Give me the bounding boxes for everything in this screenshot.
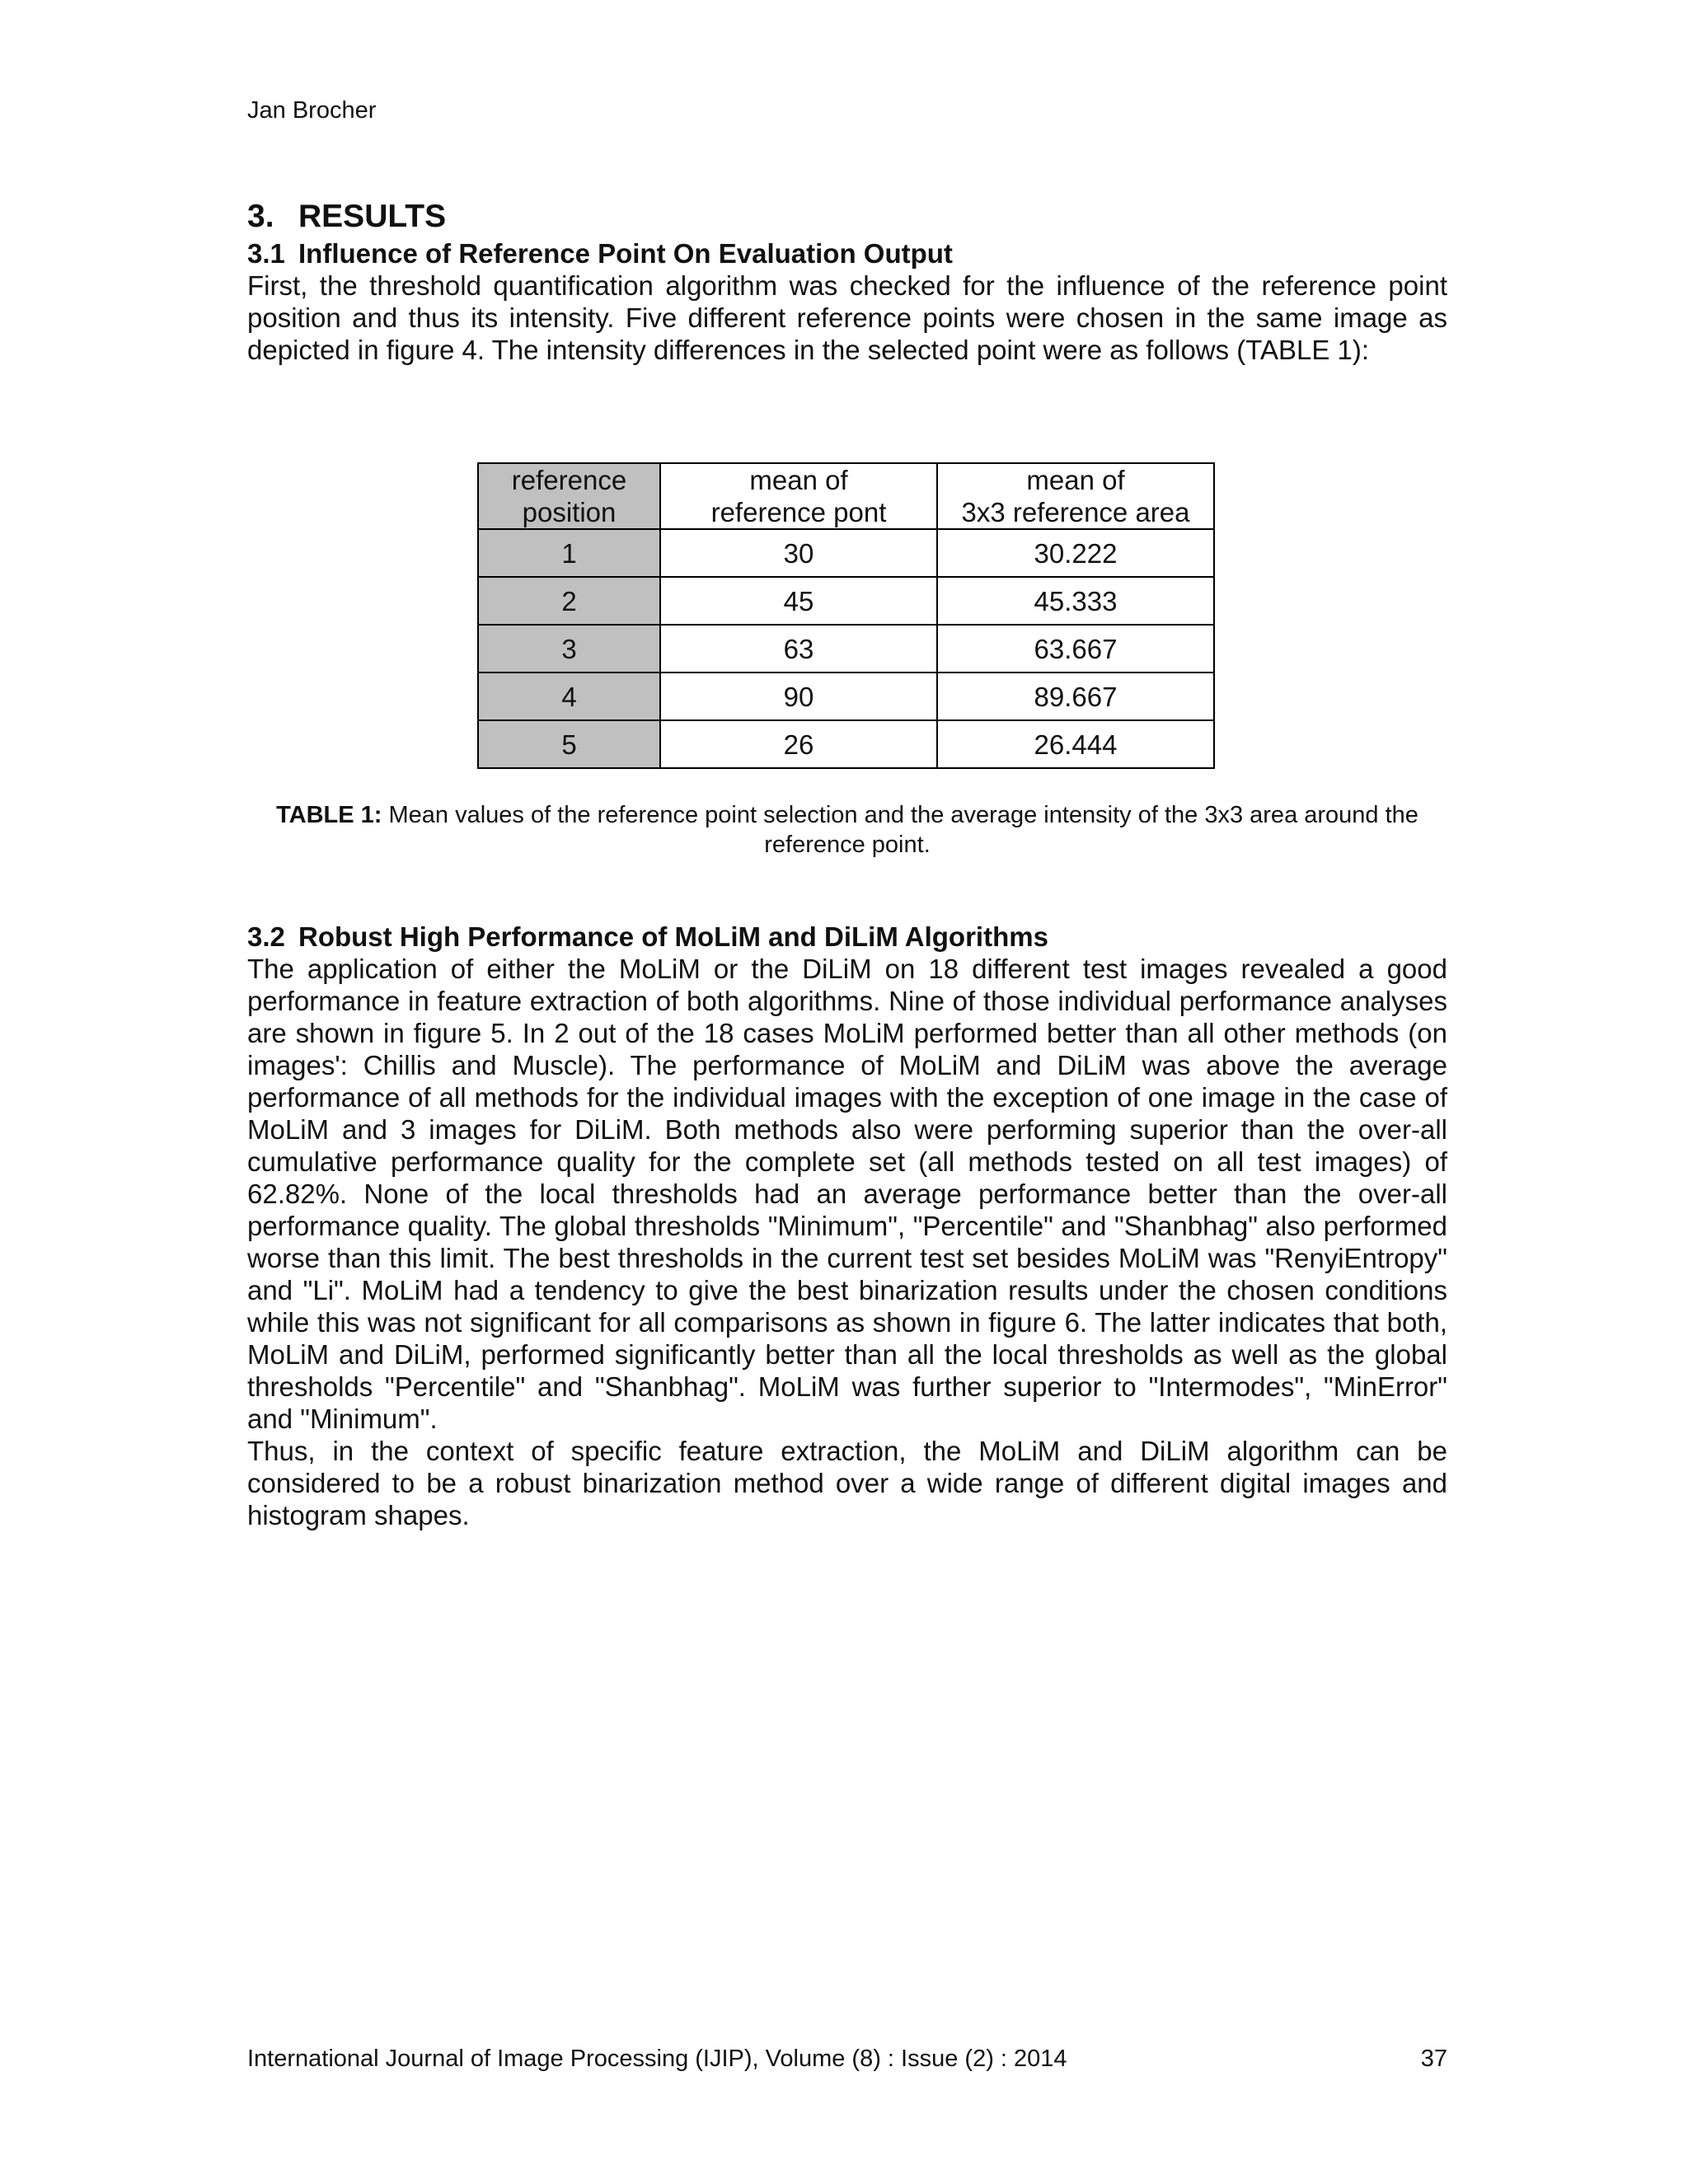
header-line: 3x3 reference area xyxy=(961,497,1190,527)
table-cell-position: 3 xyxy=(478,625,660,673)
running-header-author: Jan Brocher xyxy=(247,97,377,124)
results-table xyxy=(477,462,1215,769)
header-line: mean of xyxy=(749,465,848,495)
section-number: 3. xyxy=(247,199,274,234)
caption-text: Mean values of the reference point selection and the average intensity of the 3x3 area around the reference point. xyxy=(388,802,1418,858)
table-cell-mean-area: 26.444 xyxy=(937,720,1214,768)
table-cell-mean-area: 30.222 xyxy=(937,529,1214,577)
table-cell-position: 2 xyxy=(478,577,660,625)
table-row xyxy=(478,720,1214,768)
subsection-heading-3-2 xyxy=(247,921,1447,953)
table-cell-mean-area: 89.667 xyxy=(937,673,1214,720)
table-cell-position: 1 xyxy=(478,529,660,577)
header-line: reference xyxy=(511,465,627,495)
table-1-container xyxy=(477,462,1447,769)
subsection-number: 3.2 xyxy=(247,921,285,952)
section-title: RESULTS xyxy=(298,199,447,234)
paragraph-3-1: First, the threshold quantification algorithm was checked for the influence of the reference point position and thus its intensity. Five different reference points were chosen in the same image as depicted in figure 4. The intensity differences in the selected point were as follows (TABLE 1): xyxy=(247,270,1447,365)
table-cell-mean-point: 63 xyxy=(660,625,937,673)
paragraph-3-2-b: Thus, in the context of specific feature extraction, the MoLiM and DiLiM algorithm can be considered to be a robust binarization method over a wide range of different digital images and histogram shapes. xyxy=(247,1436,1447,1530)
subsection-title: Robust High Performance of MoLiM and DiLiM Algorithms xyxy=(298,921,1048,952)
header-line: mean of xyxy=(1026,465,1125,495)
caption-label: TABLE 1: xyxy=(276,802,382,828)
table-row xyxy=(478,577,1214,625)
table-header-cell xyxy=(478,463,660,529)
footer-page-number: 37 xyxy=(1420,2046,1447,2072)
table-row xyxy=(478,625,1214,673)
table-cell-position: 5 xyxy=(478,720,660,768)
header-line: reference pont xyxy=(710,497,887,527)
section-heading xyxy=(247,196,1447,237)
table-cell-mean-area: 45.333 xyxy=(937,577,1214,625)
subsection-title: Influence of Reference Point On Evaluation Output xyxy=(298,238,953,269)
table-cell-mean-point: 26 xyxy=(660,720,937,768)
subsection-number: 3.1 xyxy=(247,238,285,269)
table-caption xyxy=(247,800,1447,860)
table-row xyxy=(478,673,1214,720)
table-cell-mean-area: 63.667 xyxy=(937,625,1214,673)
page-content xyxy=(247,196,1447,1531)
table-header-cell xyxy=(660,463,937,529)
table-header-cell xyxy=(937,463,1214,529)
table-cell-mean-point: 90 xyxy=(660,673,937,720)
table-cell-mean-point: 45 xyxy=(660,577,937,625)
header-line: position xyxy=(522,497,617,527)
table-cell-mean-point: 30 xyxy=(660,529,937,577)
table-row xyxy=(478,529,1214,577)
table-header-row xyxy=(478,463,1214,529)
paragraph-3-2-a: The application of either the MoLiM or the DiLiM on 18 different test images revealed a good performance in feature extraction of both algorithms. Nine of those individual performance analyses are shown in figure 5. In 2 out of the 18 cases MoLiM performed better than all other methods (on images': Chillis and Muscle). The performance of MoLiM and DiLiM was above the average performance of all methods for the individual images with the exception of one image in the case of MoLiM and 3 images for DiLiM. Both methods also were performing superior than the over-all cumulative performance quality for the complete set (all methods tested on all test images) of 62.82%. None of the local thresholds had an average performance better than the over-all performance quality. The global thresholds "Minimum", "Percentile" and "Shanbhag" also performed worse than this limit. The best thresholds in the current test set besides MoLiM was "RenyiEntropy" and "Li". MoLiM had a tendency to give the best binarization results under the chosen conditions while this was not significant for all comparisons as shown in figure 6. The latter indicates that both, MoLiM and DiLiM, performed significantly better than all the local thresholds as well as the global thresholds "Percentile" and "Shanbhag". MoLiM was further superior to "Intermodes", "MinError" and "Minimum". xyxy=(247,954,1447,1434)
footer-journal: International Journal of Image Processing (IJIP), Volume (8) : Issue (2) : 2014 xyxy=(247,2046,1067,2072)
table-cell-position: 4 xyxy=(478,673,660,720)
subsection-heading-3-1 xyxy=(247,237,1447,269)
